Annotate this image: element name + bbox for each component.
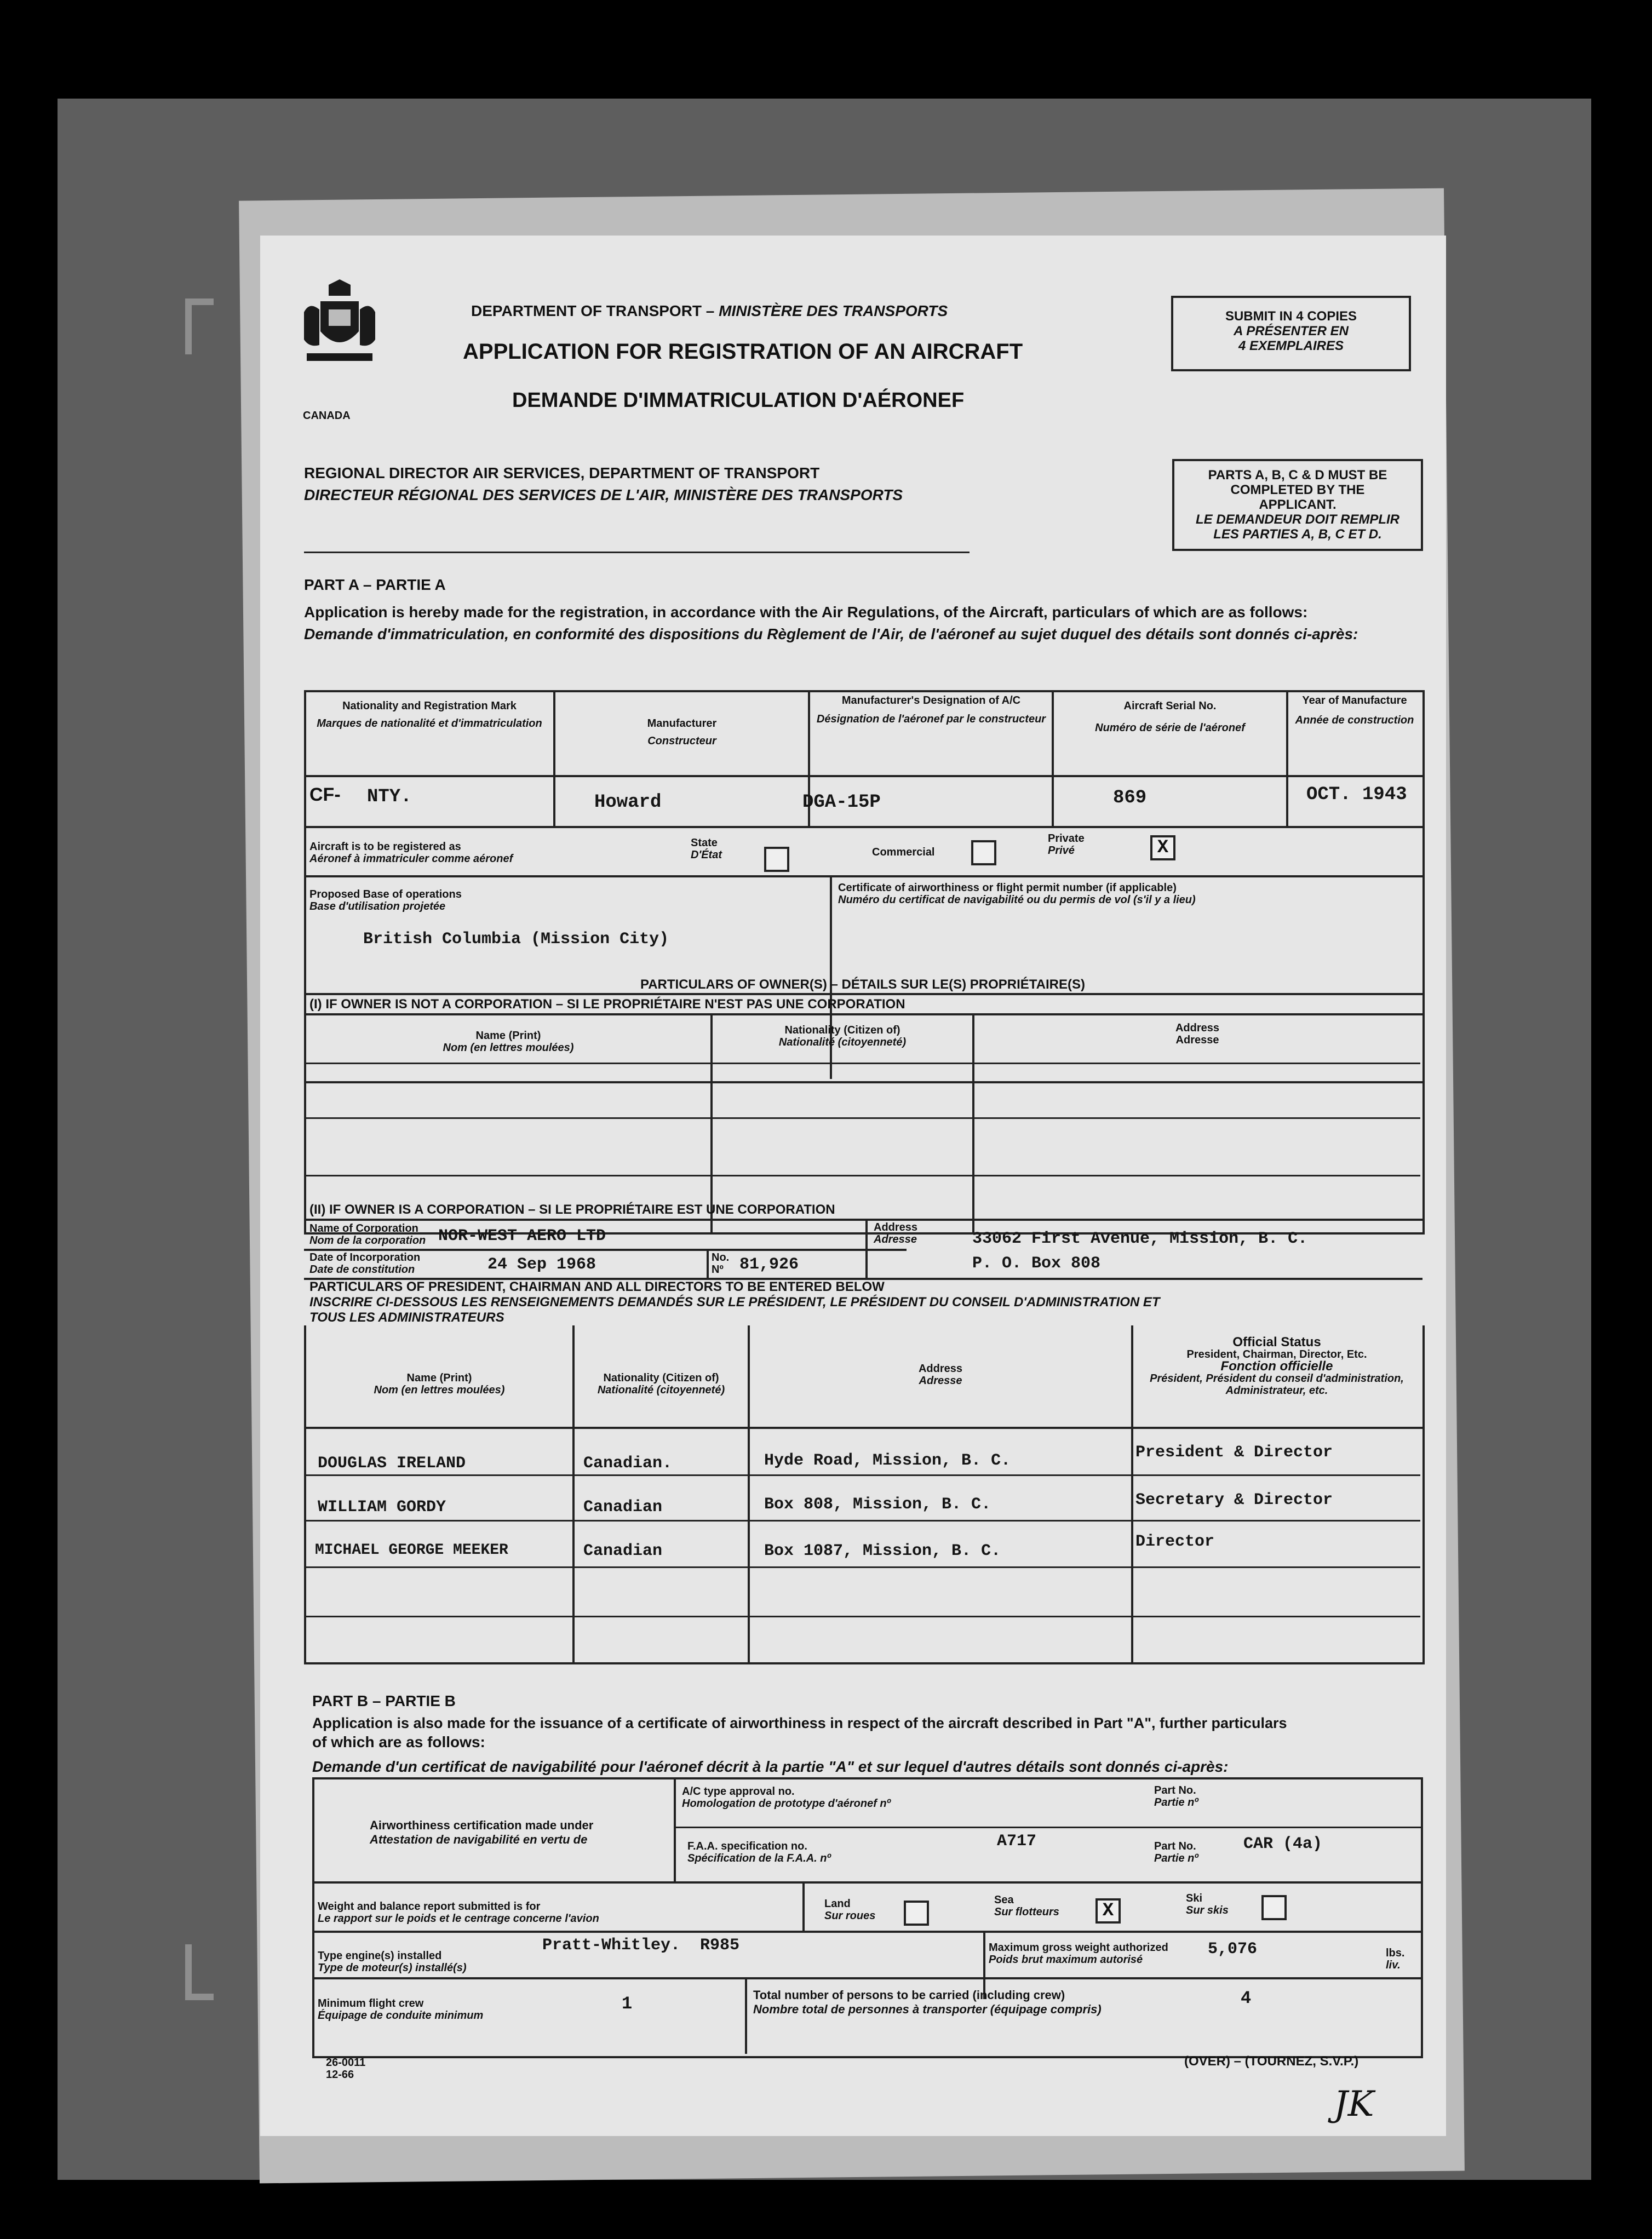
commercial-label: Commercial <box>872 846 935 858</box>
canada-coat-of-arms-icon <box>299 279 381 372</box>
part-a-intro-fr: Demande d'immatriculation, en conformité des dispositions du Règlement de l'Air, de l'aéronef au sujet duquel des détails sont donnés ci-après: <box>304 625 1358 642</box>
base-fr: Base d'utilisation projetée <box>309 900 446 912</box>
col-designation <box>811 694 1052 725</box>
part-b-intro-en-2: of which are as follows: <box>312 1733 485 1750</box>
owner-address-en: Address <box>1175 1022 1220 1034</box>
state-fr: D'État <box>691 849 722 861</box>
incorporation-en: Date of Incorporation <box>309 1251 421 1264</box>
land-label <box>824 1898 875 1922</box>
state-en: State <box>691 837 718 849</box>
registration-form <box>260 236 1446 2136</box>
registered-as-fr: Aéronef à immatriculer comme aéronef <box>309 853 513 865</box>
regional-director-address-line <box>304 552 970 553</box>
registration-mark-value: NTY. <box>367 786 412 807</box>
director-address-en: Address <box>918 1363 963 1375</box>
aircraft-col-sep-4 <box>1286 690 1288 827</box>
private-checkbox[interactable]: X <box>1150 835 1175 860</box>
owner-table-frame <box>304 964 1425 1235</box>
state-label <box>691 837 722 861</box>
weight-unit-fr: liv. <box>1386 1959 1401 1971</box>
land-checkbox[interactable] <box>904 1901 929 1926</box>
engine-fr: Type de moteur(s) installé(s) <box>318 1962 467 1974</box>
weight-unit <box>1386 1947 1404 1971</box>
col-year-fr: Année de construction <box>1295 714 1414 726</box>
persons-value: 4 <box>1241 1988 1252 2008</box>
department-fr: MINISTÈRE DES TRANSPORTS <box>719 302 948 319</box>
sea-label <box>994 1894 1059 1918</box>
max-weight-en: Maximum gross weight authorized <box>989 1942 1168 1954</box>
cert-number-label <box>838 882 1196 906</box>
part-no-1-label <box>1154 1784 1198 1809</box>
part-no-2-en: Part No. <box>1154 1840 1196 1852</box>
col-serial <box>1054 700 1286 734</box>
director-row-3-address: Box 1087, Mission, B. C. <box>764 1542 1001 1560</box>
director-row-2-nationality: Canadian <box>583 1498 663 1517</box>
parts-line-5: LES PARTIES A, B, C ET D. <box>1213 527 1382 542</box>
sea-fr: Sur flotteurs <box>994 1906 1059 1918</box>
aircraft-col-sep-3 <box>1052 690 1054 827</box>
sea-checkbox[interactable]: X <box>1095 1898 1121 1924</box>
form-number <box>326 2057 365 2081</box>
owner-nationality-fr: Nationalité (citoyenneté) <box>778 1036 907 1048</box>
director-status-fr2: Président, Président du conseil d'administration, Administrateur, etc. <box>1150 1373 1404 1397</box>
owner-nationality-header <box>713 1024 972 1048</box>
col-year <box>1289 694 1420 726</box>
directors-instruction-1: PARTICULARS OF PRESIDENT, CHAIRMAN AND ALL DIRECTORS TO BE ENTERED BELOW <box>309 1279 885 1294</box>
form-number-value: 26-0011 <box>326 2057 366 2069</box>
director-nationality-en: Nationality (Citizen of) <box>603 1372 719 1384</box>
director-status-en: Official Status <box>1232 1335 1321 1350</box>
col-designation-fr: Désignation de l'aéronef par le constructeur <box>816 713 1046 725</box>
incorporation-value: 24 Sep 1968 <box>487 1255 596 1274</box>
handwritten-initials: JK <box>1334 2084 1374 2125</box>
frame-bracket-bottom-left <box>185 1944 214 2000</box>
registration-prefix: CF- <box>309 784 341 805</box>
regional-director-fr: DIRECTEUR RÉGIONAL DES SERVICES DE L'AIR, MINISTÈRE DES TRANSPORTS <box>304 486 903 503</box>
weight-balance-en: Weight and balance report submitted is for <box>318 1901 541 1913</box>
type-approval-en: A/C type approval no. <box>682 1786 795 1798</box>
director-status-header <box>1133 1336 1420 1397</box>
part-b-heading: PART B – PARTIE B <box>312 1692 456 1709</box>
col-manufacturer <box>556 717 808 747</box>
part-b-intro-en-1: Application is also made for the issuance of a certificate of airworthiness in respect of the aircraft described in Part "A", further particulars <box>312 1715 1287 1731</box>
ski-fr: Sur skis <box>1186 1904 1229 1916</box>
col-manufacturer-fr: Constructeur <box>647 735 716 747</box>
incorporation-label <box>309 1251 420 1276</box>
base-label <box>309 888 462 912</box>
aircraft-table-values-divider <box>304 826 1422 828</box>
owners-heading: PARTICULARS OF OWNER(S) – DÉTAILS SUR LE(S) PROPRIÉTAIRE(S) <box>640 977 1085 992</box>
frame-bracket-top-left <box>185 298 214 354</box>
cert-under-separator <box>674 1777 676 1881</box>
min-crew-fr: Équipage de conduite minimum <box>318 2010 484 2022</box>
submit-line-2: A PRÉSENTER EN <box>1234 324 1349 338</box>
engine-en: Type engine(s) installed <box>318 1950 442 1962</box>
part-b-intro-fr: Demande d'un certificat de navigabilité pour l'aéronef décrit à la partie "A" et sur lequel d'autres détails sont donnés ci-après: <box>312 1758 1229 1775</box>
col-registration-en: Nationality and Registration Mark <box>342 700 517 712</box>
director-row-line-2 <box>306 1520 1420 1522</box>
max-weight-value: 5,076 <box>1208 1940 1258 1959</box>
year-value: OCT. 1943 <box>1306 784 1407 805</box>
aircraft-table-header-divider <box>304 775 1422 777</box>
parts-required-box <box>1172 459 1423 551</box>
land-fr: Sur roues <box>824 1910 876 1922</box>
col-registration-mark <box>306 700 553 730</box>
corporation-heading: (II) IF OWNER IS A CORPORATION – SI LE PROPRIÉTAIRE EST UNE CORPORATION <box>309 1202 835 1217</box>
incorporation-fr: Date de constitution <box>309 1264 415 1276</box>
ski-label <box>1186 1892 1229 1916</box>
corp-address-value-2: P. O. Box 808 <box>972 1254 1101 1273</box>
col-registration-fr: Marques de nationalité et d'immatriculation <box>317 717 542 730</box>
engine-value: Pratt-Whitley. R985 <box>542 1936 740 1955</box>
min-crew-label <box>318 1997 483 2022</box>
parts-line-1: PARTS A, B, C & D MUST BE <box>1208 468 1387 483</box>
max-weight-fr: Poids brut maximum autorisé <box>989 1954 1143 1966</box>
director-row-line-4 <box>306 1616 1420 1617</box>
faa-spec-value: A717 <box>997 1832 1037 1851</box>
director-row-3-status: Director <box>1135 1532 1215 1551</box>
cert-under-bottom <box>312 1881 1421 1884</box>
col-serial-fr: Numéro de série de l'aéronef <box>1095 722 1245 734</box>
base-value: British Columbia (Mission City) <box>363 930 669 949</box>
director-row-1-status: President & Director <box>1135 1443 1333 1462</box>
owner-row-line-2 <box>306 1117 1420 1119</box>
aircraft-col-sep-1 <box>553 690 555 827</box>
engine-bottom <box>312 1977 1421 1979</box>
corporation-heading-divider <box>304 1219 1422 1221</box>
corp-name-value: NOR-WEST AERO LTD <box>438 1227 606 1245</box>
part-no-2-value: CAR (4a) <box>1243 1835 1323 1853</box>
weight-balance-bottom <box>312 1931 1421 1933</box>
persons-label <box>753 1988 1102 2017</box>
director-row-1-nationality: Canadian. <box>583 1454 673 1473</box>
submit-line-1: SUBMIT IN 4 COPIES <box>1225 309 1357 324</box>
crew-separator <box>745 1977 747 2054</box>
type-approval-label <box>682 1786 891 1810</box>
owner-address-header <box>974 1022 1420 1046</box>
part-no-2-fr: Partie nº <box>1154 1852 1198 1864</box>
weight-balance-fr: Le rapport sur le poids et le centrage concerne l'avion <box>318 1913 599 1925</box>
faa-spec-fr: Spécification de la F.A.A. nº <box>687 1852 831 1864</box>
directors-header-divider <box>304 1427 1422 1429</box>
owner-name-en: Name (Print) <box>475 1030 541 1042</box>
corp-address-fr: Adresse <box>874 1233 917 1245</box>
cert-under-en: Airworthiness certification made under <box>370 1818 594 1832</box>
private-label <box>1048 833 1085 857</box>
director-nationality-fr: Nationalité (citoyenneté) <box>597 1384 725 1396</box>
cert-under-mid-line <box>676 1827 1421 1828</box>
corp-address-separator <box>865 1219 868 1279</box>
designation-value: DGA-15P <box>802 792 881 813</box>
col-year-en: Year of Manufacture <box>1302 694 1407 707</box>
submit-line-3: 4 EXEMPLAIRES <box>1238 338 1344 353</box>
manufacturer-value: Howard <box>594 792 662 813</box>
engine-label <box>318 1950 467 1974</box>
corp-address-en: Address <box>874 1221 918 1233</box>
corp-name-en: Name of Corporation <box>309 1222 418 1235</box>
cert-under-fr: Attestation de navigabilité en vertu de <box>370 1833 588 1846</box>
persons-en: Total number of persons to be carried (including crew) <box>753 1988 1065 2002</box>
director-row-3-name: MICHAEL GEORGE MEEKER <box>315 1542 508 1559</box>
corp-number-en: No. <box>712 1251 730 1264</box>
director-status-en2: President, Chairman, Director, Etc. <box>1186 1348 1367 1360</box>
parts-line-4: LE DEMANDEUR DOIT REMPLIR <box>1196 512 1399 527</box>
director-row-1-name: DOUGLAS IRELAND <box>318 1454 466 1473</box>
registered-as-label <box>309 841 513 865</box>
director-name-en: Name (Print) <box>406 1372 472 1384</box>
faa-spec-label <box>687 1840 831 1864</box>
form-number-date: 12-66 <box>326 2069 354 2081</box>
ski-checkbox[interactable] <box>1261 1895 1287 1920</box>
faa-spec-en: F.A.A. specification no. <box>687 1840 807 1852</box>
ski-en: Ski <box>1186 1892 1203 1904</box>
director-name-fr: Nom (en lettres moulées) <box>374 1384 505 1396</box>
corp-name-label <box>309 1222 426 1247</box>
corp-number-value: 81,926 <box>739 1255 799 1274</box>
part-a-heading: PART A – PARTIE A <box>304 576 446 593</box>
cert-number-en: Certificate of airworthiness or flight permit number (if applicable) <box>838 882 1177 894</box>
max-weight-label <box>989 1942 1168 1966</box>
owner-name-header <box>306 1030 710 1054</box>
part-no-2-label <box>1154 1840 1198 1864</box>
directors-instruction-3: TOUS LES ADMINISTRATEURS <box>309 1310 504 1325</box>
corp-number-label <box>712 1251 729 1276</box>
parts-line-3: APPLICANT. <box>1259 497 1336 512</box>
not-corporation-heading: (I) IF OWNER IS NOT A CORPORATION – SI LE PROPRIÉTAIRE N'EST PAS UNE CORPORATION <box>309 997 905 1012</box>
min-crew-en: Minimum flight crew <box>318 1997 424 2010</box>
director-nationality-header <box>575 1372 748 1396</box>
part-no-1-en: Part No. <box>1154 1784 1196 1796</box>
owner-nationality-en: Nationality (Citizen of) <box>784 1024 900 1036</box>
part-no-1-fr: Partie nº <box>1154 1796 1198 1809</box>
director-name-header <box>306 1372 572 1396</box>
director-row-2-address: Box 808, Mission, B. C. <box>764 1495 991 1514</box>
sea-en: Sea <box>994 1894 1014 1906</box>
corp-address-value-1: 33062 First Avenue, Mission, B. C. <box>972 1230 1308 1248</box>
over-note: (OVER) – (TOURNEZ, S.V.P.) <box>1184 2054 1359 2069</box>
parts-line-2: COMPLETED BY THE <box>1230 483 1365 497</box>
submit-copies-box <box>1171 296 1411 371</box>
corp-address-label <box>874 1221 917 1245</box>
registered-as-en: Aircraft is to be registered as <box>309 841 461 853</box>
col-manufacturer-en: Manufacturer <box>647 717 717 730</box>
type-approval-fr: Homologation de prototype d'aéronef nº <box>682 1798 891 1810</box>
director-row-3-nationality: Canadian <box>583 1542 663 1560</box>
director-address-fr: Adresse <box>919 1375 962 1387</box>
department-en: DEPARTMENT OF TRANSPORT <box>471 302 702 319</box>
form-title-fr: DEMANDE D'IMMATRICULATION D'AÉRONEF <box>512 389 965 412</box>
director-row-line-3 <box>306 1566 1420 1568</box>
serial-value: 869 <box>1113 788 1147 808</box>
department-line: DEPARTMENT OF TRANSPORT – MINISTÈRE DES TRANSPORTS <box>471 302 948 319</box>
base-en: Proposed Base of operations <box>309 888 462 900</box>
director-address-header <box>750 1363 1131 1387</box>
weight-unit-en: lbs. <box>1386 1947 1405 1959</box>
corp-number-fr: Nº <box>712 1264 724 1276</box>
state-checkbox[interactable] <box>764 847 789 872</box>
cert-number-fr: Numéro du certificat de navigabilité ou du permis de vol (s'il y a lieu) <box>838 894 1196 906</box>
registration-type-divider <box>304 875 1422 877</box>
part-a-intro-en: Application is hereby made for the registration, in accordance with the Air Regulations, of the Aircraft, particulars of which are as follows: <box>304 604 1308 621</box>
director-status-fr: Fonction officielle <box>1220 1359 1333 1374</box>
corp-name-fr: Nom de la corporation <box>309 1235 426 1247</box>
directors-instruction-2: INSCRIRE CI-DESSOUS LES RENSEIGNEMENTS DEMANDÉS SUR LE PRÉSIDENT, LE PRÉSIDENT DU CONSEIL D'ADMINISTRATION ET <box>309 1295 1160 1310</box>
director-row-2-name: WILLIAM GORDY <box>318 1498 446 1517</box>
form-title-en: APPLICATION FOR REGISTRATION OF AN AIRCRAFT <box>463 340 1023 364</box>
regional-director-en: REGIONAL DIRECTOR AIR SERVICES, DEPARTMENT OF TRANSPORT <box>304 464 820 481</box>
director-row-2-status: Secretary & Director <box>1135 1491 1333 1509</box>
min-crew-value: 1 <box>622 1994 633 2014</box>
cert-under-label <box>370 1818 593 1847</box>
land-en: Land <box>824 1898 851 1910</box>
private-fr: Privé <box>1048 845 1075 857</box>
owner-row-line-3 <box>306 1175 1420 1176</box>
persons-fr: Nombre total de personnes à transporter (équipage compris) <box>753 2002 1102 2016</box>
col-designation-en: Manufacturer's Designation of A/C <box>841 694 1021 707</box>
owner-name-fr: Nom (en lettres moulées) <box>443 1042 574 1054</box>
country-label: CANADA <box>303 410 351 422</box>
director-row-1-address: Hyde Road, Mission, B. C. <box>764 1451 1011 1470</box>
commercial-checkbox[interactable] <box>971 840 996 865</box>
owner-row-line-1 <box>306 1063 1420 1064</box>
director-row-line-1 <box>306 1474 1420 1476</box>
private-en: Private <box>1048 833 1085 845</box>
weight-balance-label <box>318 1901 599 1925</box>
corp-name-divider <box>304 1249 907 1251</box>
owner-address-fr: Adresse <box>1175 1034 1219 1046</box>
weight-balance-separator <box>802 1881 805 1931</box>
incorporation-no-separator <box>707 1249 709 1279</box>
col-serial-en: Aircraft Serial No. <box>1123 700 1217 712</box>
